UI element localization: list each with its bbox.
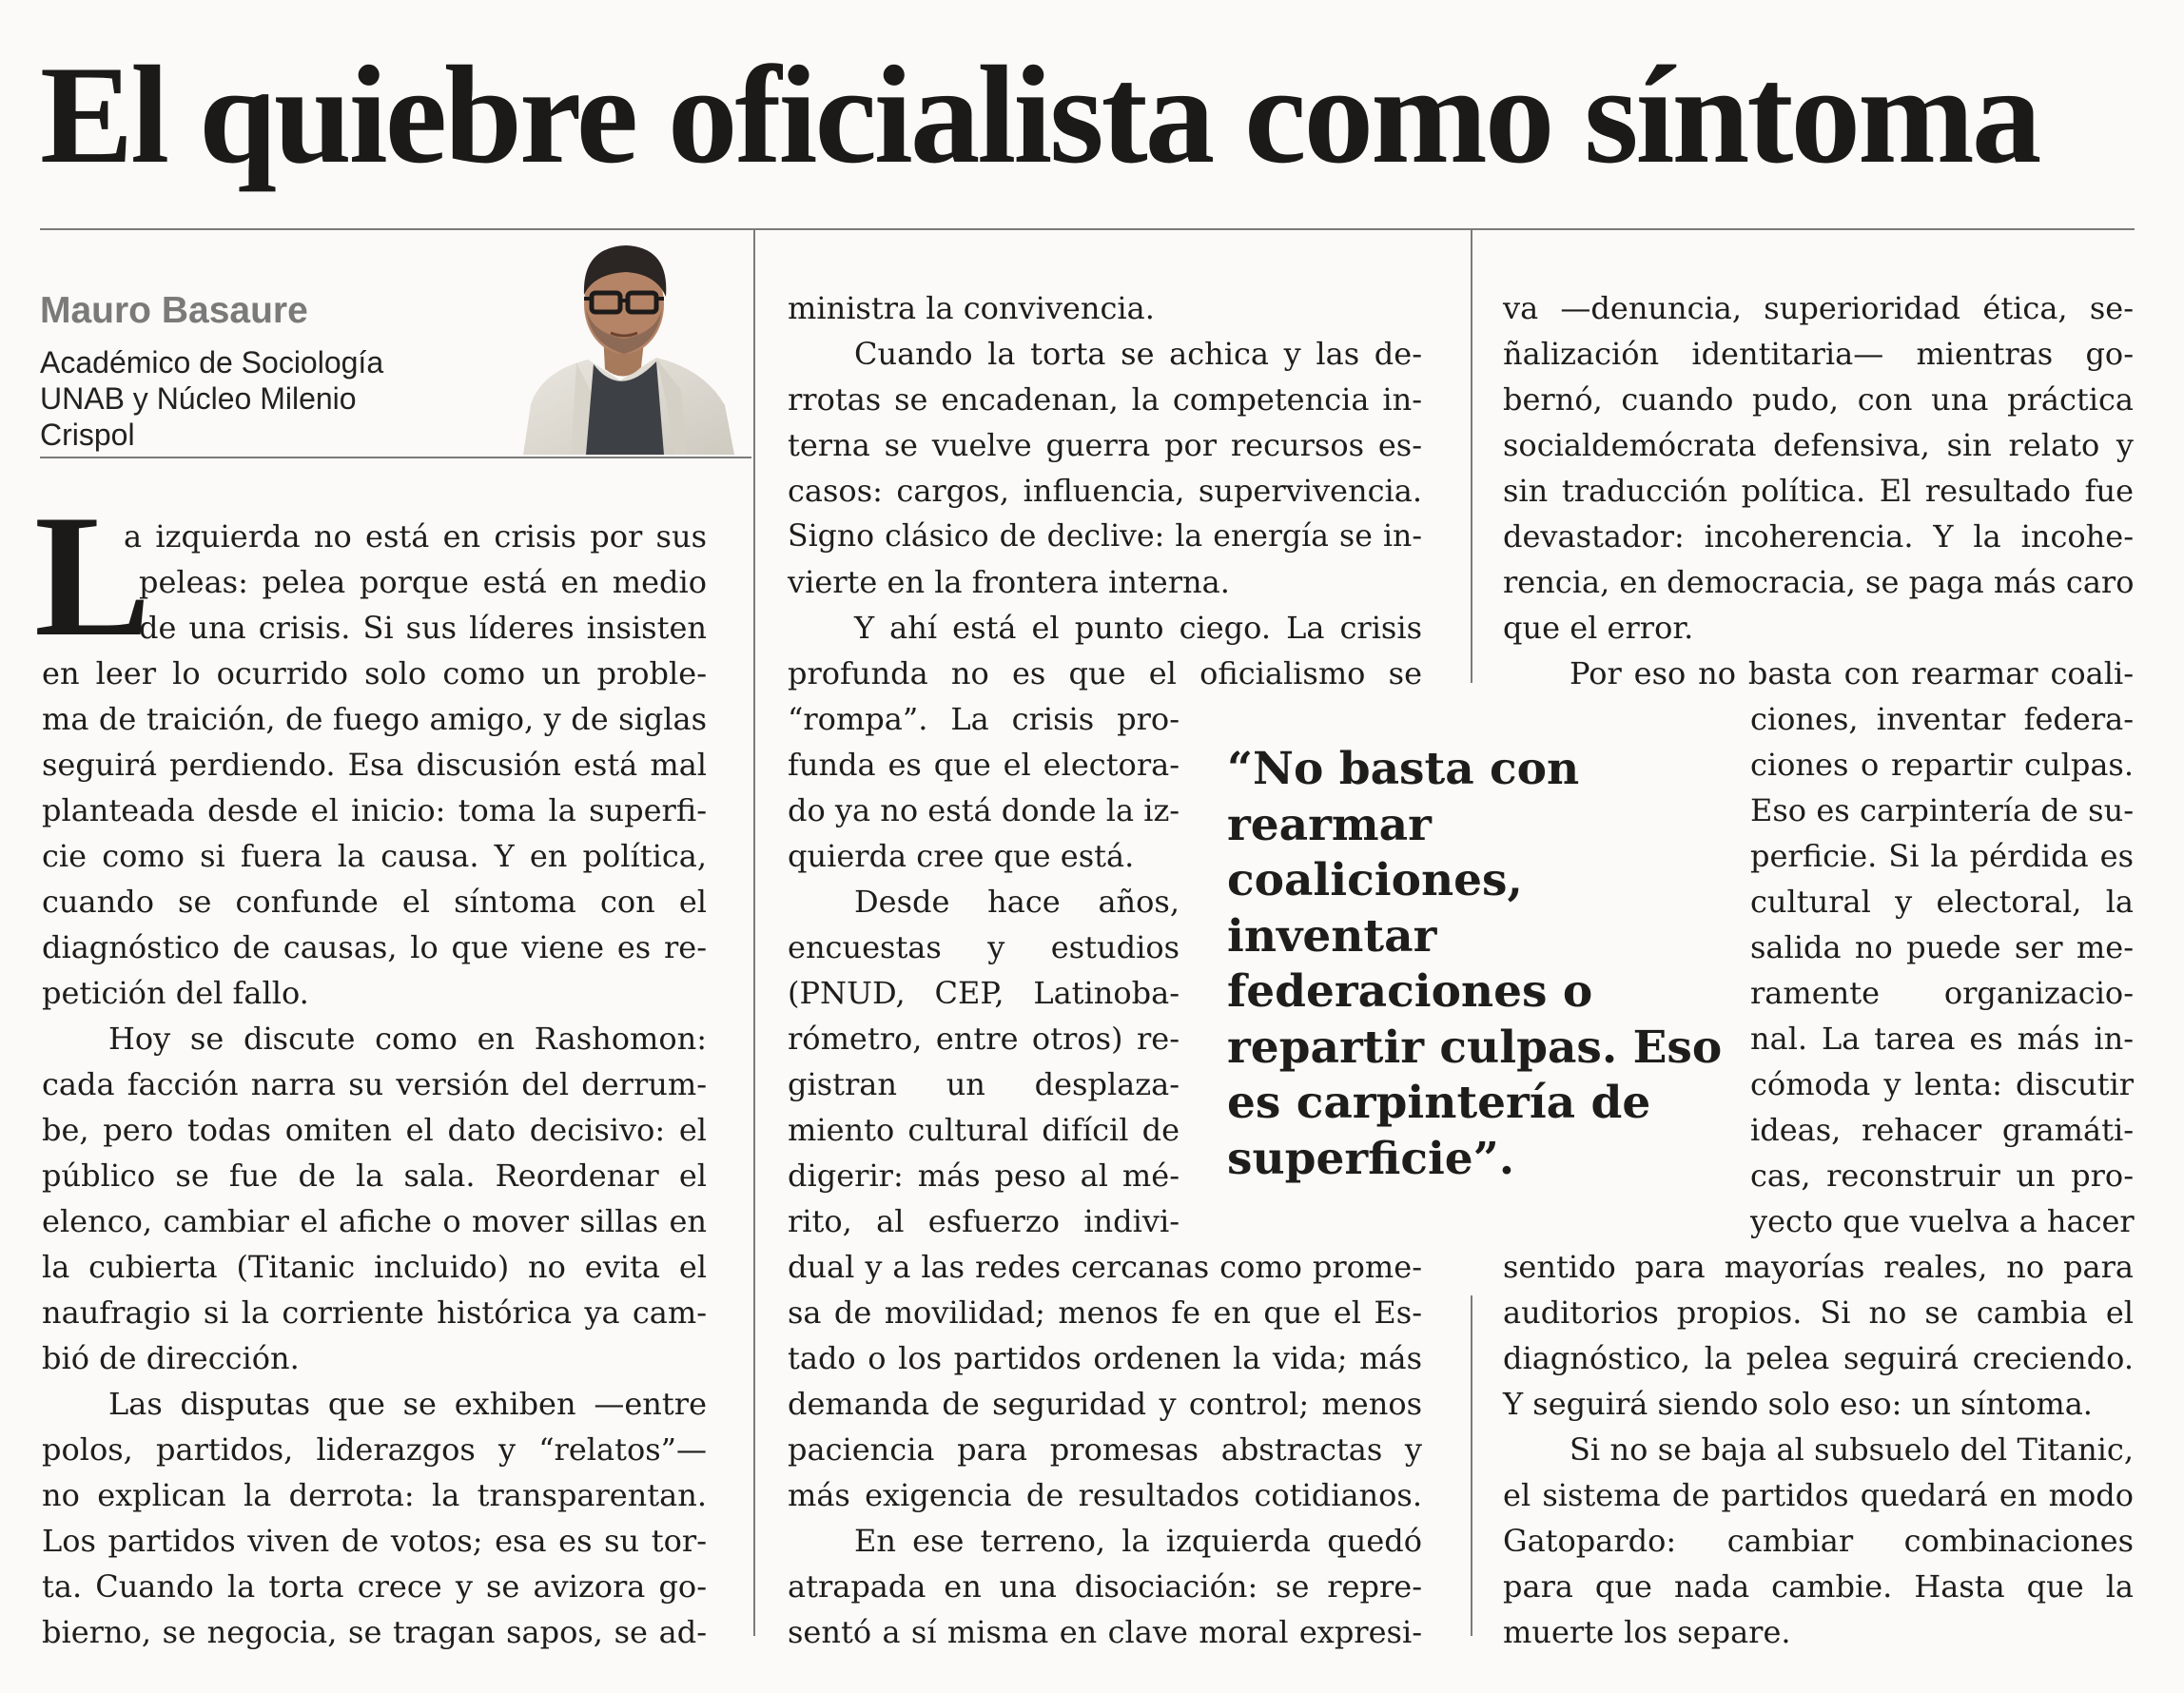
article-text-line: digerir: más peso al mé- — [788, 1158, 1180, 1194]
article-text-line: elenco, cambiar el afiche o mover sillas en — [42, 1203, 707, 1239]
article-text-line: Cuando la torta se achica y las de- — [854, 336, 1422, 372]
article-text-line: para que nada cambie. Hasta que la — [1503, 1568, 2134, 1605]
article-text-line: rito, al esfuerzo indivi- — [788, 1203, 1180, 1239]
article-text-line: auditorios propios. Si no se cambia el — [1503, 1294, 2134, 1331]
article-text-line: Los partidos viven de votos; esa es su tor- — [42, 1523, 707, 1559]
article-text-line: cie como si fuera la causa. Y en política, — [42, 838, 707, 874]
article-text-line: seguirá perdiendo. Esa discusión está mal — [42, 747, 707, 783]
article-text-line: miento cultural difícil de — [788, 1112, 1180, 1148]
article-text-line: perficie. Si la pérdida es — [1750, 838, 2134, 874]
author-affiliation-line: UNAB y Núcleo Milenio — [40, 381, 357, 416]
article-text-line: cómoda y lenta: discutir — [1750, 1066, 2134, 1102]
article-text-line: Gatopardo: cambiar combinaciones — [1503, 1523, 2134, 1559]
article-text-line: “rompa”. La crisis pro- — [788, 701, 1180, 737]
article-text-line: bierno, se negocia, se tragan sapos, se ad- — [42, 1614, 707, 1650]
article-text-line: ministra la convivencia. — [788, 290, 1155, 326]
article-text-line: ramente organizacio- — [1750, 975, 2134, 1011]
article-text-line: diagnóstico, la pelea seguirá creciendo. — [1503, 1340, 2134, 1376]
article-text-line: terna se vuelve guerra por recursos es- — [788, 427, 1422, 463]
pull-quote-line: repartir culpas. Eso — [1227, 1021, 1723, 1074]
article-text-line: muerte los separe. — [1503, 1614, 1791, 1650]
pull-quote-line: inventar — [1227, 909, 1437, 963]
article-text-line: atrapada en una disociación: se repre- — [788, 1568, 1422, 1605]
article-text-line: gistran un desplaza- — [788, 1066, 1180, 1102]
article-text-line: público se fue de la sala. Reordenar el — [42, 1158, 707, 1194]
drop-cap: L — [34, 478, 151, 672]
article-text-line: ciones, inventar federa- — [1750, 701, 2134, 737]
article-text-line: quierda cree que está. — [788, 838, 1135, 874]
column-divider — [753, 228, 755, 1636]
article-text-line: funda es que el electora- — [788, 747, 1180, 783]
pull-quote — [1227, 742, 1760, 1187]
author-portrait-icon — [514, 238, 742, 455]
article-text-line: petición del fallo. — [42, 975, 309, 1011]
author-affiliation — [40, 344, 516, 453]
article-text-line: rrotas se encadenan, la competencia in- — [788, 381, 1422, 418]
pull-quote-line: es carpintería de — [1227, 1077, 1651, 1129]
article-text-line: vierte en la frontera interna. — [788, 564, 1230, 600]
article-text-line: (PNUD, CEP, Latinoba- — [788, 975, 1180, 1011]
pull-quote-line: superficie”. — [1227, 1132, 1515, 1185]
article-text-line: devastador: incoherencia. Y la incohe- — [1503, 518, 2134, 555]
top-rule — [40, 228, 2135, 230]
author-block — [40, 289, 516, 453]
article-text-line: sentido para mayorías reales, no para — [1503, 1249, 2134, 1285]
article-text-line: Y ahí está el punto ciego. La crisis — [854, 610, 1422, 646]
article-text-line: Si no se baja al subsuelo del Titanic, — [1570, 1431, 2134, 1468]
article-text-line: polos, partidos, liderazgos y “relatos”— — [42, 1431, 707, 1468]
article-text-line: ta. Cuando la torta crece y se avizora go- — [42, 1568, 707, 1605]
article-text-line: do ya no está donde la iz- — [788, 792, 1180, 828]
article-text-line: ciones o repartir culpas. — [1750, 747, 2134, 783]
article-text-line: rómetro, entre otros) re- — [788, 1021, 1180, 1057]
article-text-line: Por eso no basta con rearmar coali- — [1570, 655, 2134, 691]
article-text-line: be, pero todas omiten el dato decisivo: el — [42, 1112, 707, 1148]
article-text-line: sentó a sí misma en clave moral expresi- — [788, 1614, 1422, 1650]
article-text-line: paciencia para promesas abstractas y — [788, 1431, 1422, 1468]
article-text-line: en leer lo ocurrido solo como un proble- — [42, 655, 707, 691]
article-text-line: Hoy se discute como en Rashomon: — [108, 1021, 707, 1057]
article-text-line: a izquierda no está en crisis por sus — [124, 518, 707, 555]
article-text-line: planteada desde el inicio: toma la superfi- — [42, 792, 707, 828]
article-text-line: peleas: pelea porque está en medio — [139, 564, 707, 600]
headline: El quiebre oficialista como síntoma — [40, 37, 2039, 192]
article-text-line: el sistema de partidos quedará en modo — [1503, 1477, 2134, 1513]
article-text-line: naufragio si la corriente histórica ya cam- — [42, 1294, 707, 1331]
author-affiliation-line: Crispol — [40, 418, 135, 452]
article-text-line: rencia, en democracia, se paga más caro — [1503, 564, 2135, 600]
article-text-line: diagnóstico de causas, lo que viene es re- — [42, 929, 707, 965]
article-text-line: En ese terreno, la izquierda quedó — [854, 1523, 1422, 1559]
article-text-line: sa de movilidad; menos fe en que el Es- — [788, 1294, 1422, 1331]
article-text-line: socialdemócrata defensiva, sin relato y — [1503, 427, 2134, 463]
article-text-line: profunda no es que el oficialismo se — [788, 655, 1422, 691]
pull-quote-line: coaliciones, — [1227, 854, 1523, 906]
article-text-line: yecto que vuelva a hacer — [1750, 1203, 2135, 1239]
column-divider — [1471, 1295, 1472, 1636]
column-divider — [1471, 228, 1472, 683]
article-text-line: más exigencia de resultados cotidianos. — [788, 1477, 1422, 1513]
article-text-line: ideas, rehacer gramáti- — [1750, 1112, 2134, 1148]
article-text-line: no explican la derrota: la transparentan. — [42, 1477, 707, 1513]
article-text-line: que el error. — [1503, 610, 1694, 646]
pull-quote-line: “No basta con — [1227, 743, 1580, 795]
article-text-line: ñalización identitaria— mientras go- — [1503, 336, 2134, 372]
author-name: Mauro Basaure — [40, 290, 308, 331]
article-text-line: tado o los partidos ordenen la vida; más — [788, 1340, 1422, 1376]
article-text-line: de una crisis. Si sus líderes insisten — [139, 610, 707, 646]
author-rule — [40, 457, 751, 458]
article-text-line: Las disputas que se exhiben —entre — [108, 1386, 707, 1422]
article-text-line: la cubierta (Titanic incluido) no evita el — [42, 1249, 707, 1285]
article-text-line: cultural y electoral, la — [1750, 884, 2134, 920]
article-text-line: cas, reconstruir un pro- — [1750, 1158, 2134, 1194]
author-affiliation-line: Académico de Sociología — [40, 345, 384, 379]
article-text-line: casos: cargos, influencia, supervivencia. — [788, 473, 1422, 509]
article-text-line: encuestas y estudios — [788, 929, 1180, 965]
article-text-line: Signo clásico de declive: la energía se in- — [788, 519, 1422, 554]
article-text-line: bernó, cuando pudo, con una práctica — [1503, 381, 2134, 418]
article-text-line: salida no puede ser me- — [1750, 929, 2134, 965]
article-text-line: dual y a las redes cercanas como prome- — [788, 1249, 1422, 1285]
article-text-line: Desde hace años, — [854, 884, 1180, 920]
article-text-line: cuando se confunde el síntoma con el — [42, 884, 707, 920]
article-text-line: cada facción narra su versión del derrum- — [42, 1066, 707, 1102]
article-text-line: ma de traición, de fuego amigo, y de siglas — [42, 701, 707, 737]
article-text-line: nal. La tarea es más in- — [1750, 1021, 2134, 1057]
article-text-line: demanda de seguridad y control; menos — [788, 1386, 1422, 1422]
pull-quote-line: rearmar — [1227, 798, 1432, 851]
article-text-line: va —denuncia, superioridad ética, se- — [1503, 290, 2134, 326]
pull-quote-line: federaciones o — [1227, 965, 1593, 1018]
article-text-line: Eso es carpintería de su- — [1750, 792, 2134, 828]
article-text-line: bió de dirección. — [42, 1340, 300, 1376]
article-text-line: Y seguirá siendo solo eso: un síntoma. — [1503, 1386, 2093, 1422]
article-text-line: sin traducción política. El resultado fue — [1503, 473, 2134, 509]
